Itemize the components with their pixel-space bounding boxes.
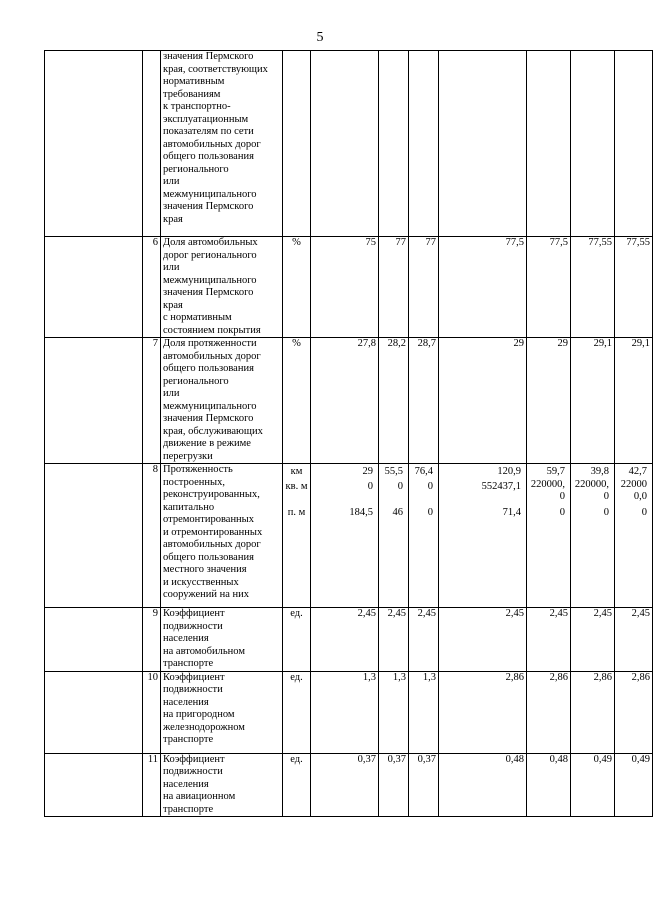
table-row xyxy=(45,464,653,608)
value-cell: 29 xyxy=(439,338,527,464)
value-cell: 2,86 xyxy=(439,671,527,753)
value-cell: 77 xyxy=(409,237,439,338)
row-number xyxy=(143,51,161,237)
indicator-name: Коэффициент подвижности населения на автомобильном транспорте xyxy=(161,608,283,672)
value: 220000,0 xyxy=(620,479,647,502)
value: 55,5 xyxy=(384,466,403,477)
blank-cell xyxy=(45,671,143,753)
value-cell xyxy=(379,464,409,608)
unit-cell: ед. xyxy=(283,753,311,817)
value: 46 xyxy=(392,507,403,518)
value: 71,4 xyxy=(502,507,521,518)
indicator-name: Доля автомобильных дорог регионального или межмуниципального значения Пермского края с нормативным состоянием покрытия xyxy=(161,237,283,338)
blank-cell xyxy=(45,753,143,817)
value: 42,7 xyxy=(628,466,647,477)
value: 0 xyxy=(641,507,647,518)
value-cell: 0,49 xyxy=(571,753,615,817)
value-cell xyxy=(527,464,571,608)
value: 29 xyxy=(362,466,373,477)
value-cell xyxy=(439,51,527,237)
value-cell xyxy=(571,464,615,608)
value-cell: 29,1 xyxy=(571,338,615,464)
value-cell: 75 xyxy=(311,237,379,338)
blank-cell xyxy=(45,237,143,338)
row-number: 6 xyxy=(143,237,161,338)
unit-cell: ед. xyxy=(283,608,311,672)
value: 184,5 xyxy=(349,507,373,518)
value-cell: 2,45 xyxy=(379,608,409,672)
indicator-name: Коэффициент подвижности населения на авиационном транспорте xyxy=(161,753,283,817)
value-cell: 0,49 xyxy=(615,753,653,817)
table-row xyxy=(45,608,653,672)
unit-label: км xyxy=(290,466,303,477)
value-cell: 77,55 xyxy=(615,237,653,338)
value: 59,7 xyxy=(546,466,565,477)
unit-label: кв. м xyxy=(285,481,308,492)
value-cell: 2,86 xyxy=(571,671,615,753)
value: 220000,0 xyxy=(530,479,565,502)
value: 0 xyxy=(367,481,373,492)
unit-cell xyxy=(283,51,311,237)
value: 0 xyxy=(559,507,565,518)
value: 39,8 xyxy=(590,466,609,477)
value-cell: 29,1 xyxy=(615,338,653,464)
unit-cell: % xyxy=(283,338,311,464)
value-cell xyxy=(311,464,379,608)
value-cell: 2,86 xyxy=(527,671,571,753)
indicators-table xyxy=(44,50,653,817)
blank-cell xyxy=(45,608,143,672)
value-cell xyxy=(439,464,527,608)
value-cell: 28,7 xyxy=(409,338,439,464)
value-cell: 27,8 xyxy=(311,338,379,464)
value-cell: 0,48 xyxy=(439,753,527,817)
value: 76,4 xyxy=(414,466,433,477)
table-row xyxy=(45,753,653,817)
value-cell: 0,37 xyxy=(409,753,439,817)
value-cell: 77,5 xyxy=(439,237,527,338)
value-cell: 77,55 xyxy=(571,237,615,338)
value-cell: 77 xyxy=(379,237,409,338)
value: 0 xyxy=(427,507,433,518)
row-number: 9 xyxy=(143,608,161,672)
value-cell: 29 xyxy=(527,338,571,464)
value-cell: 2,86 xyxy=(615,671,653,753)
value-cell: 1,3 xyxy=(311,671,379,753)
value-cell: 28,2 xyxy=(379,338,409,464)
unit-cell xyxy=(283,464,311,608)
blank-cell xyxy=(45,51,143,237)
row-number: 8 xyxy=(143,464,161,608)
value-cell xyxy=(409,464,439,608)
value-cell: 2,45 xyxy=(571,608,615,672)
table-row xyxy=(45,671,653,753)
unit-label: п. м xyxy=(287,507,306,518)
value-cell xyxy=(311,51,379,237)
row-number: 11 xyxy=(143,753,161,817)
blank-cell xyxy=(45,338,143,464)
value-cell: 77,5 xyxy=(527,237,571,338)
value-cell: 2,45 xyxy=(615,608,653,672)
value-cell: 0,37 xyxy=(311,753,379,817)
value-cell xyxy=(409,51,439,237)
value-cell: 1,3 xyxy=(409,671,439,753)
value-cell xyxy=(379,51,409,237)
table-row xyxy=(45,51,653,237)
value: 552437,1 xyxy=(481,481,521,492)
value-cell xyxy=(527,51,571,237)
value-cell xyxy=(571,51,615,237)
value-cell: 0,37 xyxy=(379,753,409,817)
indicator-name: Коэффициент подвижности населения на пригородном железнодорожном транспорте xyxy=(161,671,283,753)
value-cell xyxy=(615,51,653,237)
value-cell: 0,48 xyxy=(527,753,571,817)
indicator-name: Доля протяженности автомобильных дорог общего пользования регионального или межмуниципального значения Пермского края, обслуживающих движение в режиме перегрузки xyxy=(161,338,283,464)
value-cell: 2,45 xyxy=(527,608,571,672)
row-number: 10 xyxy=(143,671,161,753)
value-cell: 2,45 xyxy=(409,608,439,672)
unit-cell: ед. xyxy=(283,671,311,753)
value: 0 xyxy=(603,507,609,518)
row-number: 7 xyxy=(143,338,161,464)
value-cell: 2,45 xyxy=(311,608,379,672)
value: 220000,0 xyxy=(574,479,609,502)
table-row xyxy=(45,338,653,464)
table-row xyxy=(45,237,653,338)
value: 120,9 xyxy=(497,466,521,477)
page-number: 5 xyxy=(316,30,324,45)
unit-cell: % xyxy=(283,237,311,338)
blank-cell xyxy=(45,464,143,608)
value: 0 xyxy=(427,481,433,492)
value-cell: 2,45 xyxy=(439,608,527,672)
value-cell xyxy=(615,464,653,608)
indicator-name: значения Пермского края, соответствующих нормативным требованиям к транспортно- эксплуатационным показателям по сети автомобильных дорог общего пользования регионального или межмуниципального значения Пермского края xyxy=(161,51,283,237)
value: 0 xyxy=(397,481,403,492)
value-cell: 1,3 xyxy=(379,671,409,753)
indicator-name: Протяженность построенных, реконструированных, капитально отремонтированных и отремонтированных автомобильных дорог общего пользования местного значения и искусственных сооружений на них xyxy=(161,464,283,608)
